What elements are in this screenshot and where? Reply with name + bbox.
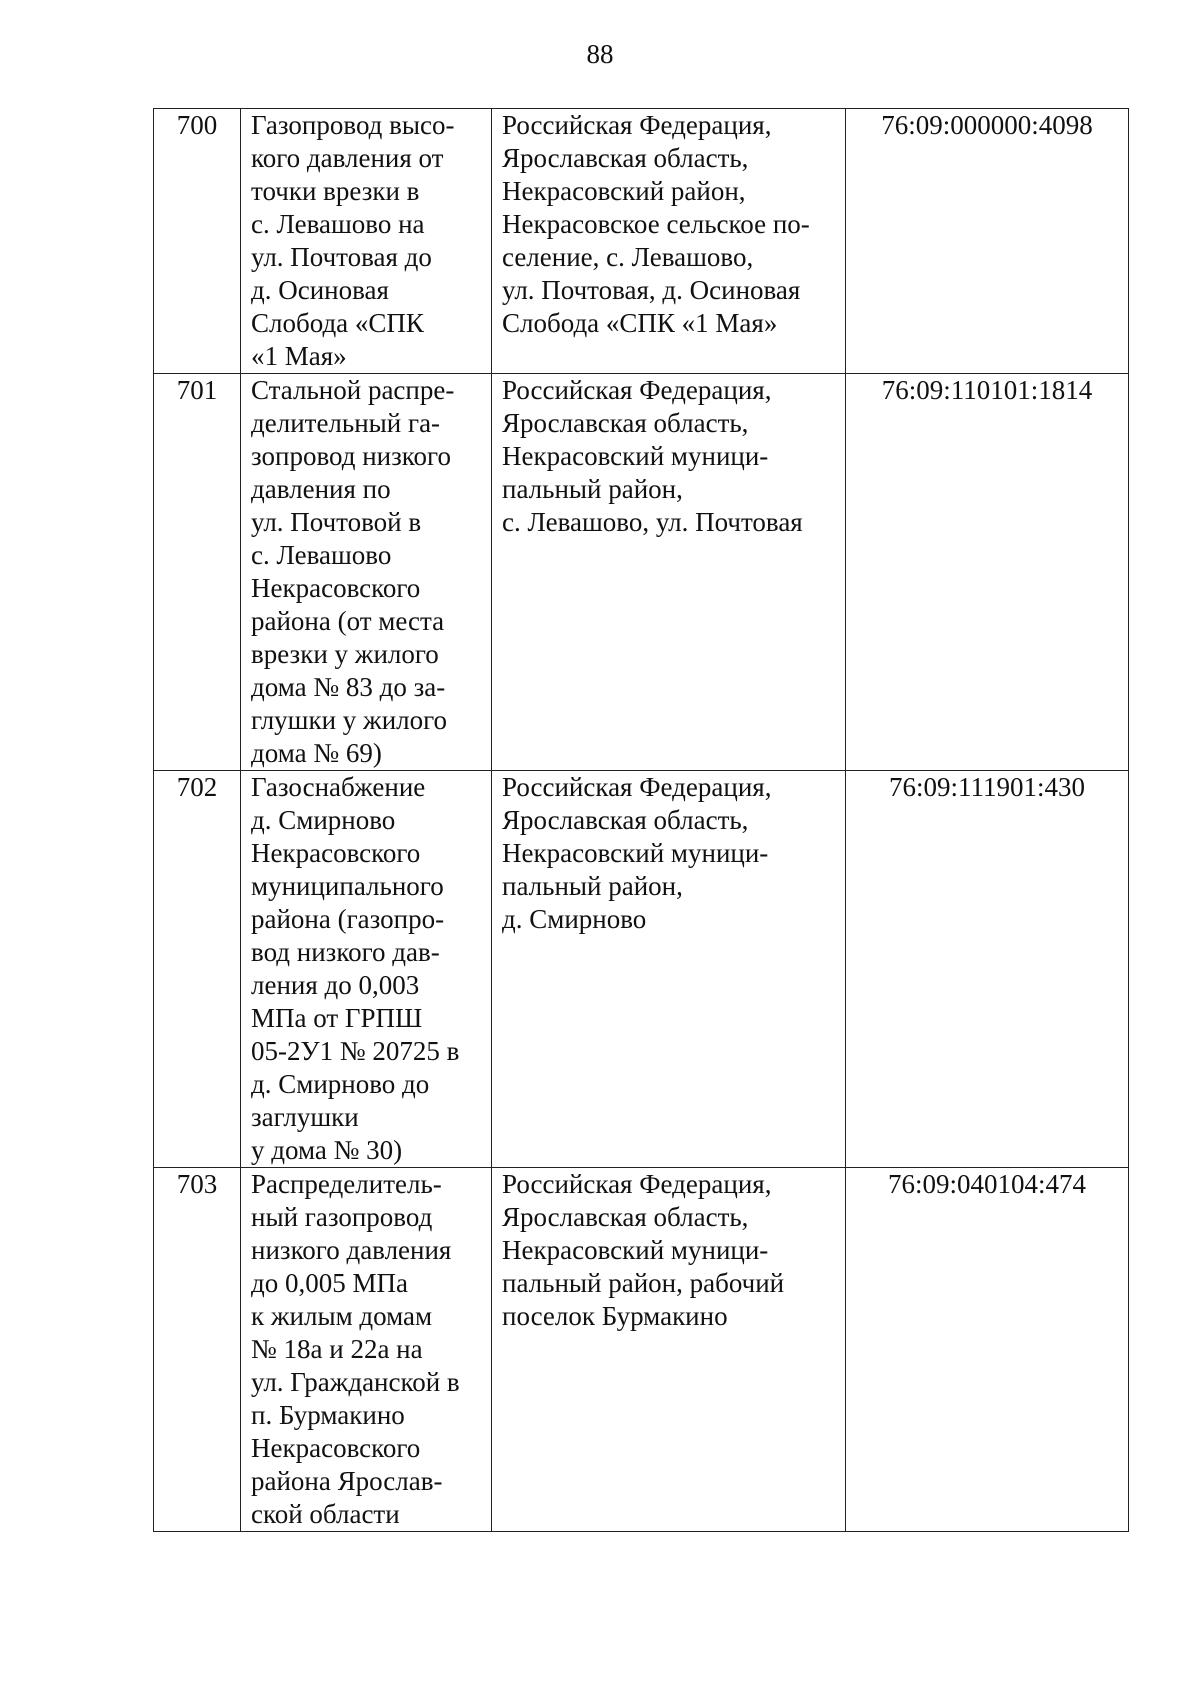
object-address: Российская Федерация, Ярославская область, Некрасовский район, Некрасовское сельское по- селение, с. Левашово, ул. Почтовая, д. Осиновая Слобода «СПК «1 Мая» [492,109,846,374]
object-name: Газопровод высо- кого давления от точки врезки в с. Левашово на ул. Почтовая до д. Осиновая Слобода «СПК «1 Мая» [241,109,492,374]
page-number: 88 [586,39,614,69]
registry-table [153,108,1129,1532]
object-address: Российская Федерация, Ярославская область, Некрасовский муници- пальный район, рабочий поселок Бурмакино [492,1168,846,1532]
table-row [154,771,1129,1168]
object-address: Российская Федерация, Ярославская область, Некрасовский муници- пальный район, д. Смирново [492,771,846,1168]
table-row [154,374,1129,771]
row-number: 701 [154,374,241,771]
cadastral-number: 76:09:040104:474 [846,1168,1129,1532]
table-row [154,1168,1129,1532]
object-address: Российская Федерация, Ярославская область, Некрасовский муници- пальный район, с. Левашово, ул. Почтовая [492,374,846,771]
object-name: Газоснабжение д. Смирново Некрасовского муниципального района (газопро- вод низкого дав- ления до 0,003 МПа от ГРПШ 05-2У1 № 20725 в д. Смирново до заглушки у дома № 30) [241,771,492,1168]
object-name: Стальной распре- делительный га- зопровод низкого давления по ул. Почтовой в с. Левашово Некрасовского района (от места врезки у жилого дома № 83 до за- глушки у жилого дома № 69) [241,374,492,771]
object-name: Распределитель- ный газопровод низкого давления до 0,005 МПа к жилым домам № 18а и 22а на ул. Гражданской в п. Бурмакино Некрасовского района Ярослав- ской области [241,1168,492,1532]
row-number: 703 [154,1168,241,1532]
cadastral-number: 76:09:111901:430 [846,771,1129,1168]
table-row [154,109,1129,374]
row-number: 700 [154,109,241,374]
cadastral-number: 76:09:110101:1814 [846,374,1129,771]
row-number: 702 [154,771,241,1168]
cadastral-number: 76:09:000000:4098 [846,109,1129,374]
